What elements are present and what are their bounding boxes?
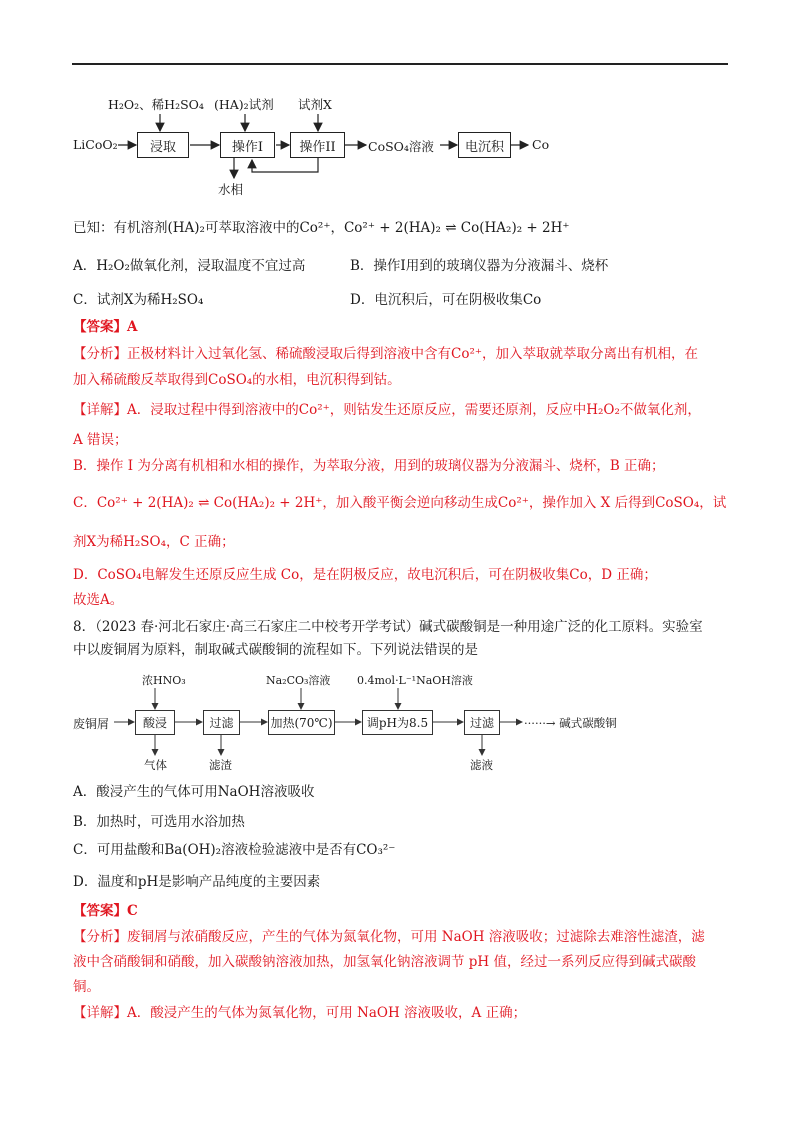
flow2-box-filter-1: 过滤 — [203, 710, 240, 735]
q7-detail-line-1: 【详解】A．浸取过程中得到溶液中的Co²⁺，则钴发生还原反应，需要还原剂，反应中H₂O₂不做氧化剂， — [73, 402, 701, 418]
q7-analysis-line-1: 【分析】正极材料计入过氧化氢、稀硫酸浸取后得到溶液中含有Co²⁺，加入萃取就萃取分离出有机相，在 — [73, 346, 698, 362]
flow1-reagent-1: H₂O₂、稀H₂SO₄ — [108, 97, 204, 112]
q8-analysis-line-2: 液中含硝酸铜和硝酸，加入碳酸钠溶液加热，加氢氧化钠溶液调节 pH 值，经过一系列反应得到碱式碳酸 — [73, 954, 696, 970]
q7-detail-line-3: B．操作 I 为分离有机相和水相的操作，为萃取分液，用到的玻璃仪器为分液漏斗、烧杯，B 正确； — [73, 458, 665, 474]
flow2-box-filter-2: 过滤 — [464, 710, 500, 735]
q7-answer: 【答案】A — [73, 319, 138, 335]
flow1-aqueous: 水相 — [218, 182, 244, 197]
known-condition: 已知：有机溶剂(HA)₂可萃取溶液中的Co²⁺，Co²⁺ + 2(HA)₂ ⇌ Co(HA₂)₂ + 2H⁺ — [73, 220, 570, 236]
q7-detail-line-5: 剂X为稀H₂SO₄，C 正确； — [73, 534, 235, 550]
flow2-end: ······→ 碱式碳酸铜 — [524, 716, 617, 730]
q8-option-b: B．加热时，可选用水浴加热 — [73, 814, 245, 830]
flow2-out-gas: 气体 — [144, 758, 167, 772]
q8-option-c: C．可用盐酸和Ba(OH)₂溶液检验滤液中是否有CO₃²⁻ — [73, 842, 396, 858]
q7-option-d: D．电沉积后，可在阴极收集Co — [350, 292, 542, 308]
flow2-box-adjust-ph: 调pH为8.5 — [362, 710, 433, 735]
q7-option-b: B．操作I用到的玻璃仪器为分液漏斗、烧杯 — [350, 258, 609, 274]
q8-analysis-line-3: 铜。 — [73, 979, 100, 995]
q8-stem-line-2: 中以废铜屑为原料，制取碱式碳酸铜的流程如下。下列说法错误的是 — [73, 642, 478, 658]
flow2-out-filtrate: 滤液 — [470, 758, 493, 772]
flow1-end: Co — [532, 137, 550, 152]
q7-detail-line-6: D．CoSO₄电解发生还原反应生成 Co，是在阴极反应，故电沉积后，可在阴极收集Co，D 正确； — [73, 567, 657, 583]
flow2-box-acid-leach: 酸浸 — [135, 710, 175, 735]
q8-analysis-line-1: 【分析】废铜屑与浓硝酸反应，产生的气体为氮氧化物，可用 NaOH 溶液吸收；过滤除去难溶性滤渣，滤 — [73, 929, 705, 945]
q8-stem-line-1: 8．（2023 春·河北石家庄·高三石家庄二中校考开学考试）碱式碳酸铜是一种用途广泛的化工原料。实验室 — [73, 619, 703, 635]
flow1-reagent-3: 试剂X — [298, 97, 332, 112]
flow2-reagent-naoh: 0.4mol·L⁻¹NaOH溶液 — [357, 674, 473, 687]
flow1-box-op1: 操作I — [220, 132, 275, 158]
flow2-start: 废铜屑 — [73, 717, 110, 731]
q8-option-d: D．温度和pH是影响产品纯度的主要因素 — [73, 874, 321, 890]
flow1-box-leach: 浸取 — [137, 132, 189, 158]
q8-option-a: A．酸浸产生的气体可用NaOH溶液吸收 — [73, 784, 315, 800]
q7-analysis-line-2: 加入稀硫酸反萃取得到CoSO₄的水相，电沉积得到钴。 — [73, 372, 401, 388]
q7-option-c: C．试剂X为稀H₂SO₄ — [73, 292, 204, 308]
q7-detail-line-7: 故选A。 — [73, 592, 124, 608]
q8-detail-line-1: 【详解】A．酸浸产生的气体为氮氧化物，可用 NaOH 溶液吸收，A 正确； — [73, 1005, 527, 1021]
q8-answer: 【答案】C — [73, 903, 138, 919]
flow1-mid: CoSO₄溶液 — [368, 139, 434, 154]
q7-detail-line-2: A 错误； — [73, 432, 128, 448]
flow2-out-residue: 滤渣 — [209, 758, 232, 772]
flow2-box-heat: 加热(70℃) — [268, 710, 335, 735]
flow1-reagent-2: (HA)₂试剂 — [214, 97, 274, 112]
flow1-box-electro: 电沉积 — [458, 132, 511, 158]
flow1-start: LiCoO₂ — [73, 137, 118, 152]
flow2-reagent-na2co3: Na₂CO₃溶液 — [266, 674, 331, 687]
q7-detail-line-4: C．Co²⁺ + 2(HA)₂ ⇌ Co(HA₂)₂ + 2H⁺，加入酸平衡会逆向移动生成Co²⁺，操作加入 X 后得到CoSO₄，试 — [73, 495, 727, 511]
q7-option-a: A．H₂O₂做氧化剂，浸取温度不宜过高 — [73, 258, 306, 274]
flow2-reagent-hno3: 浓HNO₃ — [142, 674, 186, 687]
flow1-box-op2: 操作II — [290, 132, 345, 158]
